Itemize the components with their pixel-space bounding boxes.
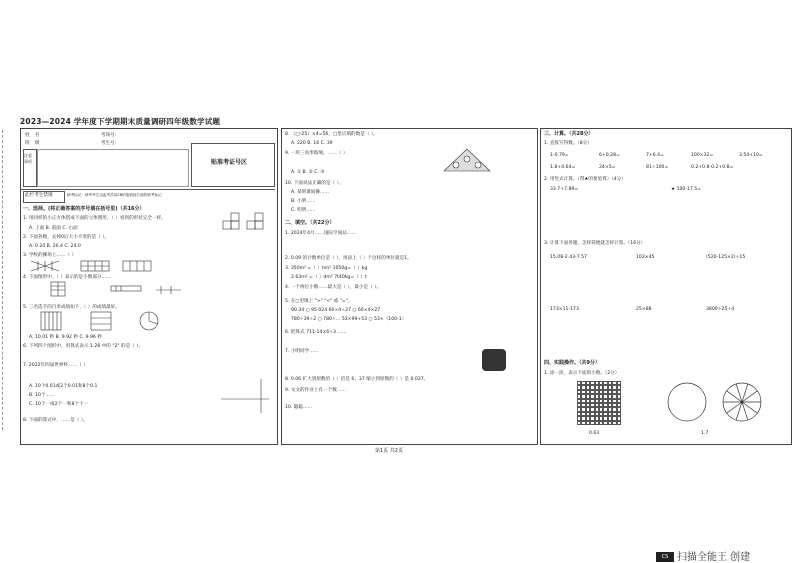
fill-9: 9. 文文的作业上有一个数…… [285, 388, 346, 393]
absent-mark: 此栏考生禁填 [25, 193, 53, 198]
q6: 6. 下列四个图形中，用算式表示 1.26 中的 "2" 的是（ ）。 [23, 344, 144, 349]
q1-options: A. 上面 B. 前面 C. 右面 [29, 226, 78, 231]
class-label: 班 [25, 141, 30, 146]
fill-2: 2. 0.09 的计数单位是（ ），再添上（ ）个这样的单位就是1。 [285, 256, 412, 261]
fill-1: 1. 2024年4月……国际空间站…… [285, 231, 356, 236]
cube-figure [221, 215, 271, 233]
q7-vertical-calc [221, 379, 271, 413]
q5-options: A. 10.01 秒 B. 9.92 秒 C. 9.96 秒 [29, 335, 102, 340]
watermark-text: 扫描全能王 创建 [677, 552, 751, 563]
q5: 5. 三名选手的百米成绩如下，（ ）的成绩最好。 [23, 305, 120, 310]
page-footer: 第1页 共2页 [375, 448, 403, 454]
fill-3: 3. 350m² =（ ）hm² 1050g=（ ）kg [285, 266, 368, 271]
notes-label: 注意事项 [24, 153, 32, 164]
calc-1-r2-2: 24×5= [599, 165, 616, 170]
calc-3-r2-2: 25×88 [636, 307, 652, 312]
calc-2-item-1: 33.7+7.89= [550, 187, 579, 192]
ink-blot-figure [482, 349, 506, 371]
hundred-grid [577, 381, 621, 425]
calc-3: 3. 计算下面各题，怎样简便就怎样计算。（16分） [544, 241, 646, 246]
fill-6: 6. 把算式 711-14×6÷3 …… [285, 330, 347, 335]
q2-options: A. 0.24 B. 20.4 C. 24.0 [29, 244, 81, 249]
practice-1: 1. 涂一涂，表示下面的小数。（2分） [544, 371, 620, 376]
calc-1-r2-1: 1.8+4.64= [550, 165, 576, 170]
broken-glass-triangle [442, 147, 492, 173]
fill-7: 7. 小明同学…… [285, 349, 319, 354]
q5-figures [41, 312, 171, 334]
scanner-watermark [656, 548, 750, 563]
calc-1-r1-5: 3.54+10= [739, 153, 763, 158]
calc-3-r2-1: 173×11-173 [550, 307, 579, 312]
q8-col1: 8. 下面的算式中，……是（ ）。 [23, 418, 88, 423]
q10-b: B. 小明…… [291, 199, 316, 204]
calc-1-r1-2: 6+0.28= [599, 153, 620, 158]
section-4-heading: 四、实践操作。（共9分） [544, 360, 600, 366]
notes-text-area [37, 149, 189, 187]
practice-label-2: 1.7 [701, 431, 709, 436]
q10: 10. 下面说法正确的是（ ）。 [285, 181, 344, 186]
grid-cell [617, 421, 621, 425]
calc-2-item-2: ★ 100-17.5= [671, 187, 702, 192]
calc-1: 1. 直接写得数。（8分） [544, 141, 592, 146]
q9: 9. 一块三角形玻璃，……（ ） [285, 151, 348, 156]
calc-3-r1-1: 15.08-2.43-7.57 [550, 255, 587, 260]
q7-option-b: B. 10个…… [29, 393, 55, 398]
column-1 [20, 128, 278, 445]
calc-1-r1-3: 7+6.4= [646, 153, 664, 158]
fill-5-items2: 780÷39÷2 ○ 780÷… 53×99+53 ○ 53×（100-1） [291, 317, 407, 322]
fill-5-items: 90.34 ○ 95.024 60×4÷27 ○ 60×4×27 [291, 308, 381, 313]
fill-5: 5. 在○里填上 ">" "<" 或 "="。 [285, 299, 353, 304]
q7-option-c: C. 10个一或2个一和8个十一 [29, 402, 89, 407]
calc-1-r1-1: 1-0.79= [550, 153, 569, 158]
page-title: 2023—2024 学年度下学期期末质量调研四年级数学试题 [20, 117, 221, 126]
section-2-heading: 二、填空。（共22分） [285, 220, 335, 226]
q10-a: A. 某班课间操…… [291, 190, 330, 195]
student-number-label: 考生号： [101, 141, 120, 146]
q10-c: C. 明明…… [291, 208, 316, 213]
q4-figures [31, 282, 181, 302]
practice-label-1: 0.63 [589, 431, 600, 436]
exam-room-label: 考场号： [101, 133, 120, 138]
q3-figures [31, 261, 151, 273]
fill-3b: 2.63m² =（ ）dm² 7t40kg=（ ）t [291, 275, 367, 280]
sticker-label: 贴准考证号区 [211, 159, 248, 166]
calc-3-r2-3: 3800÷25÷4 [706, 307, 735, 312]
column-2 [281, 128, 538, 445]
name-label: 姓 [25, 133, 30, 138]
column-3 [540, 128, 792, 445]
q4: 4. 下面图形中，（ ）表示的是小数部分…… [23, 275, 111, 280]
calc-1-r2-4: 0.2+0.8-0.2+0.8= [691, 165, 734, 170]
calc-2: 2. 用竖式计算。（带★的要验算）（4分） [544, 177, 626, 182]
q8: 8. （□-25）×4=56，□里应填的数是（ ）。 [285, 132, 378, 137]
circle-figures [667, 382, 767, 426]
q3: 3. 学校的操场上……（ ） [23, 253, 77, 258]
absent-desc: 缺考标记：缺考考生由监考员用2B铅笔填涂右面的缺考标记 [67, 193, 162, 197]
q1: 1. 用同样的小正方体搭成下面的立体图形，（ ）看到的形状完全一样。 [23, 216, 166, 221]
section-3-heading: 三、计算。（共28分） [544, 131, 594, 137]
q2: 2. 下面各数，去掉0后大小不变的是（ ）。 [23, 235, 110, 240]
calc-3-r1-3: (520-125×2)÷15 [706, 255, 746, 260]
calc-1-r2-3: 81÷100= [646, 165, 669, 170]
q9-options: A. ① B. ② C. ③ [291, 170, 325, 175]
fill-10: 10. 聪聪…… [285, 405, 313, 410]
class-label-2: 级 [35, 141, 40, 146]
fill-8: 8. 0.06 扩大到原数的（ ）倍是 6；37 缩小到原数的（ ）是 0.037。 [285, 377, 429, 382]
q7-option-a: A. 10个0.01或2个0.01和8个0.1 [29, 384, 98, 389]
calc-3-r1-2: 102×45 [636, 255, 655, 260]
fill-4: 4. 一个两位小数……最大是（ ），最小是（ ）。 [285, 285, 382, 290]
calc-1-r1-4: 100×32= [691, 153, 714, 158]
section-1-heading: 一、选择。(将正确答案的序号填在括号里)（共16分） [23, 206, 145, 212]
q8-options: A. 220 B. 16 C. 39 [291, 141, 333, 146]
name-label-2: 名 [35, 133, 40, 138]
binding-margin [2, 130, 11, 430]
scanner-logo-icon: CS [656, 552, 674, 562]
q7: 7. 2022年四届世界杯……（ ） [23, 363, 88, 368]
